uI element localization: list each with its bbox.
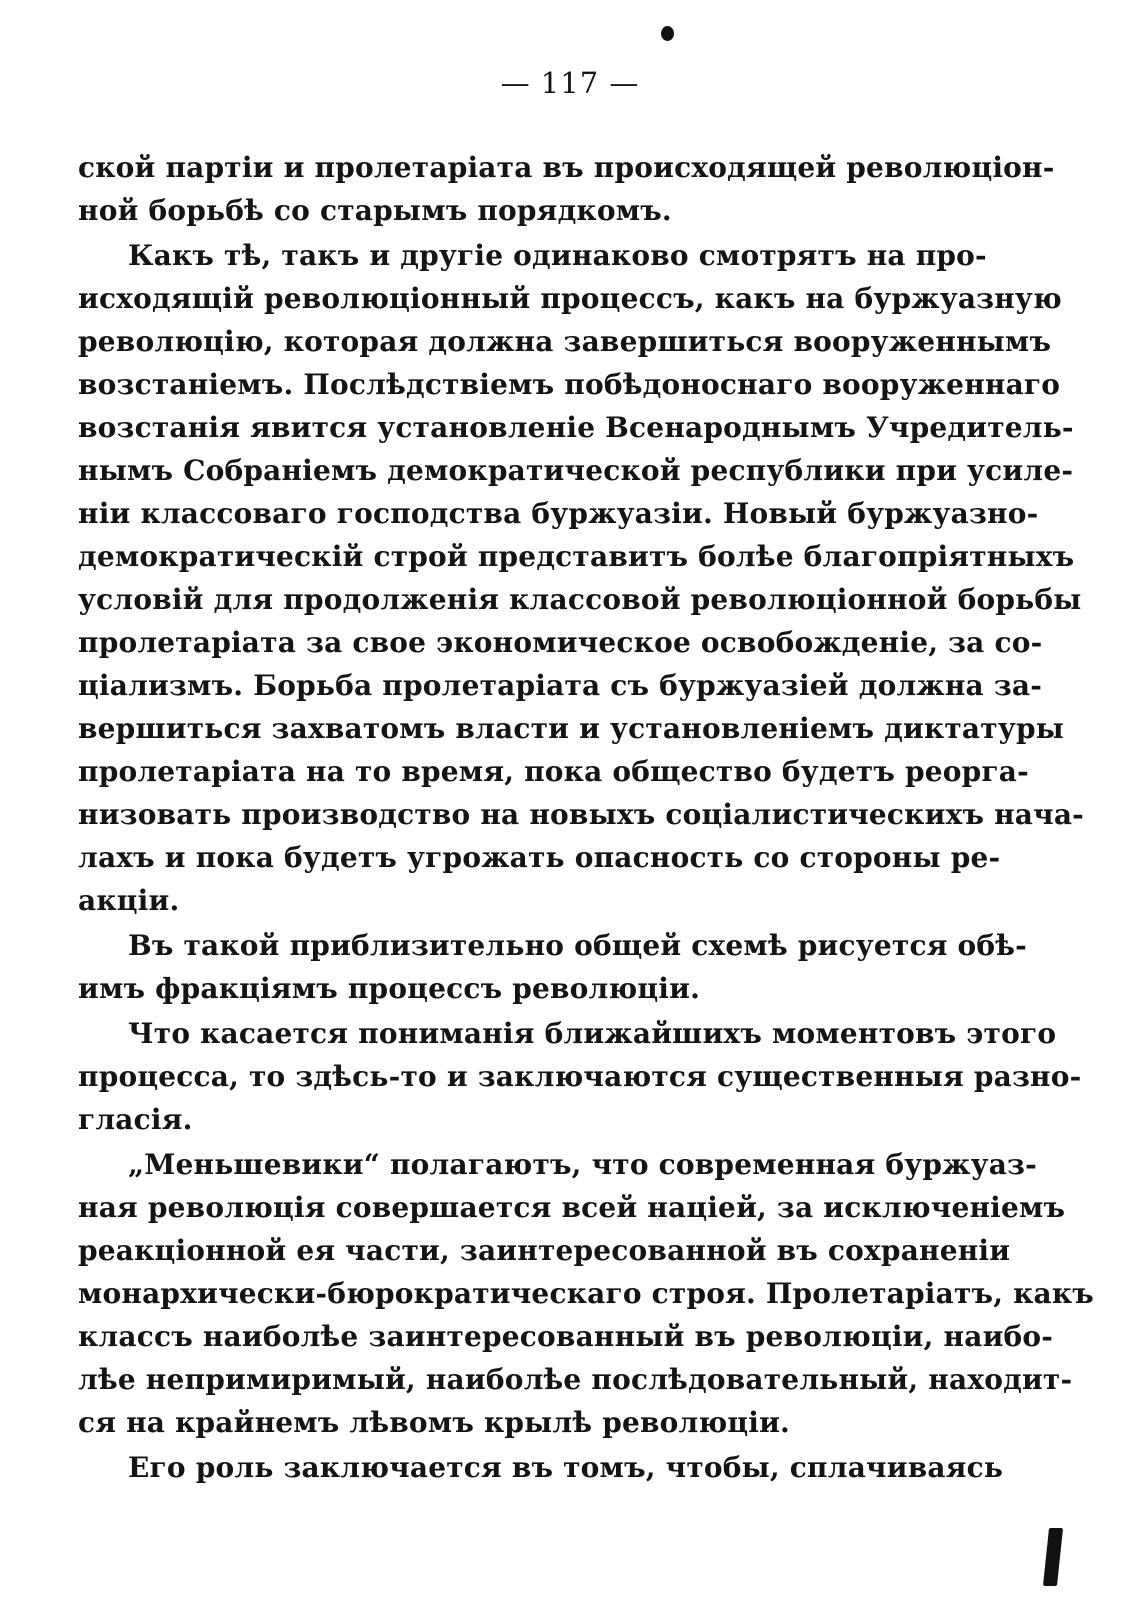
paragraph: [78, 1446, 1004, 1489]
text-line: ской партіи и пролетаріата въ происходящей революціон-: [78, 151, 1055, 184]
body-text: [78, 146, 1094, 1489]
text-line: „Меньшевики“ полагаютъ, что современная буржуаз-: [128, 1148, 1037, 1181]
text-line: имъ фракціямъ процессъ революціи.: [78, 972, 701, 1005]
text-line: исходящій революціонный процессъ, какъ на буржуазную: [78, 282, 1062, 315]
text-line: возстанія явится установленіе Всенароднымъ Учредитель-: [78, 411, 1074, 444]
paragraph: [78, 1012, 1082, 1141]
page-number: — 117 —: [500, 66, 640, 100]
text-line: монархически-бюрократическаго строя. Пролетаріатъ, какъ: [78, 1277, 1094, 1310]
text-line: демократическій строй представитъ болѣе благопріятныхъ: [78, 540, 1075, 573]
paragraph: [78, 234, 1084, 922]
paragraph: [78, 146, 1055, 232]
text-line: вершиться захватомъ власти и установленіемъ диктатуры: [78, 712, 1064, 745]
text-line: Какъ тѣ, такъ и другіе одинаково смотрятъ на про-: [128, 239, 987, 272]
text-line: ная революція совершается всей націей, за исключеніемъ: [78, 1191, 1066, 1224]
text-line: лѣе непримиримый, наиболѣе послѣдовательный, находит-: [78, 1363, 1073, 1396]
text-line: условій для продолженія классовой революціонной борьбы: [78, 583, 1082, 616]
text-line: Въ такой приблизительно общей схемѣ рисуется обѣ-: [128, 929, 1028, 962]
text-line: низовать производство на новыхъ соціалистическихъ нача-: [78, 798, 1084, 831]
text-line: Его роль заключается въ томъ, чтобы, сплачиваясь: [128, 1451, 1004, 1484]
text-line: акціи.: [78, 884, 180, 917]
text-line: ной борьбѣ со старымъ порядкомъ.: [78, 194, 672, 227]
text-line: пролетаріата за свое экономическое освобожденіе, за со-: [78, 626, 1043, 659]
text-line: процесса, то здѣсь-то и заключаются существенныя разно-: [78, 1060, 1082, 1093]
text-line: нымъ Собраніемъ демократической республики при усиле-: [78, 454, 1074, 487]
paragraph: [78, 1143, 1094, 1444]
paragraph: [78, 924, 1028, 1010]
text-line: революцію, которая должна завершиться вооруженнымъ: [78, 325, 1052, 358]
text-line: реакціонной ея части, заинтересованной въ сохраненіи: [78, 1234, 1011, 1267]
text-line: классъ наиболѣе заинтересованный въ революціи, наибо-: [78, 1320, 1054, 1353]
text-line: ся на крайнемъ лѣвомъ крылѣ революціи.: [78, 1406, 791, 1439]
text-line: ніи классоваго господства буржуазіи. Новый буржуазно-: [78, 497, 1039, 530]
text-line: Что касается пониманія ближайшихъ моментовъ этого: [128, 1017, 1057, 1050]
text-line: возстаніемъ. Послѣдствіемъ побѣдоноснаго вооруженнаго: [78, 368, 1061, 401]
page-edge-mark: [1043, 1528, 1063, 1586]
text-line: гласія.: [78, 1103, 193, 1136]
text-line: пролетаріата на то время, пока общество будетъ реорга-: [78, 755, 1029, 788]
text-line: лахъ и пока будетъ угрожать опасность со стороны ре-: [78, 841, 1001, 874]
ink-blot: [661, 26, 674, 41]
text-line: ціализмъ. Борьба пролетаріата съ буржуазіей должна за-: [78, 669, 1043, 702]
